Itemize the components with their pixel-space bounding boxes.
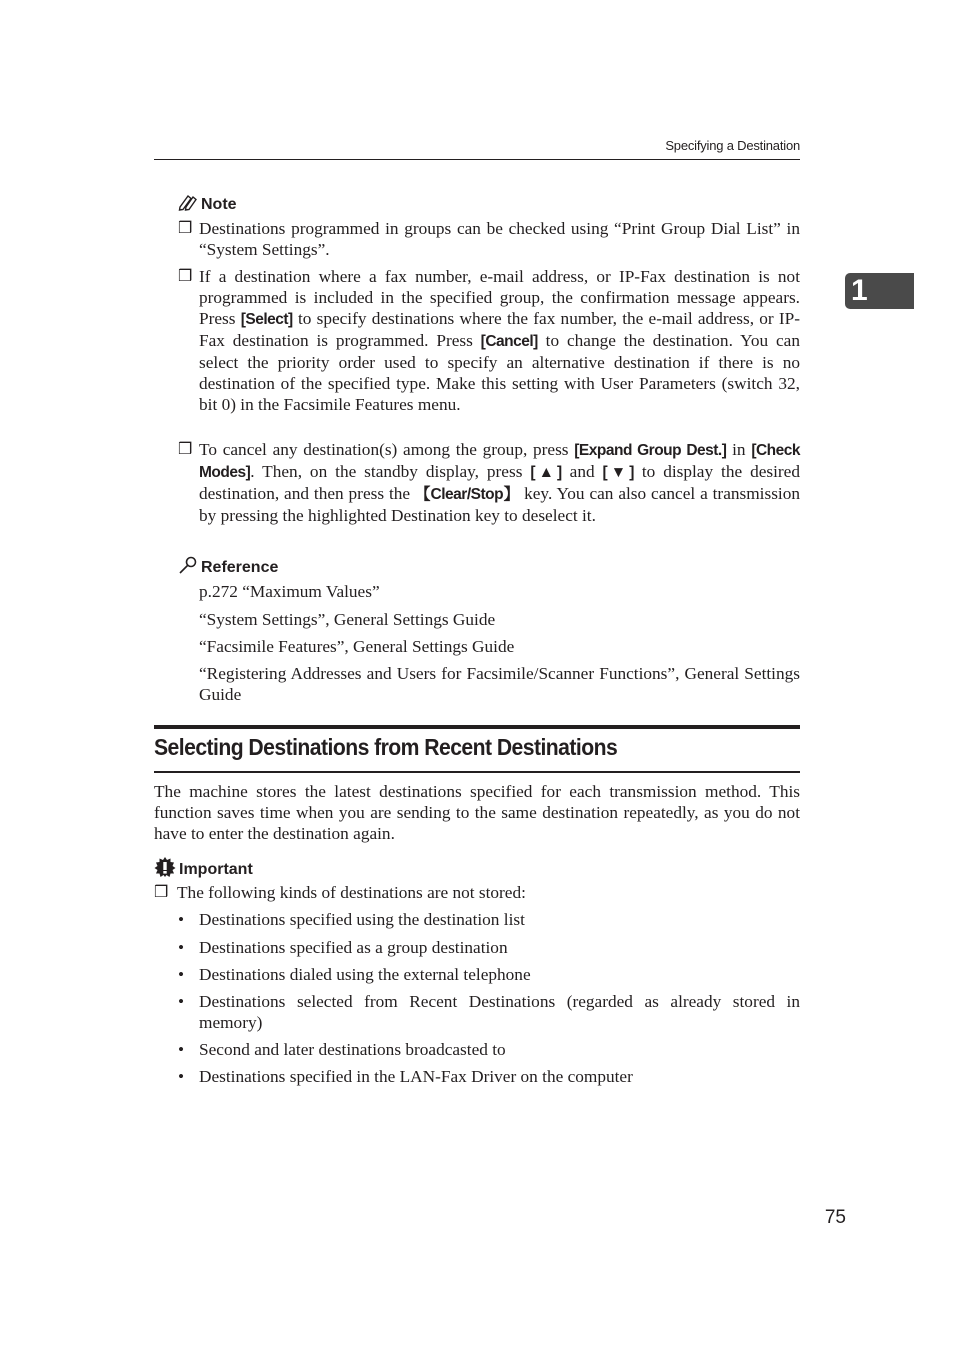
checkbox-icon: ❒	[178, 220, 193, 237]
section-title: Selecting Destinations from Recent Destinations	[154, 734, 618, 760]
list-item	[178, 964, 800, 985]
reference-line: “Facsimile Features”, General Settings Guide	[199, 637, 515, 656]
important-item-text: The following kinds of destinations are not stored:	[177, 883, 526, 902]
important-heading-label: Important	[179, 860, 253, 878]
note-item	[178, 439, 800, 526]
section-intro: The machine stores the latest destinations specified for each transmission method. This function saves time when you are sending to the same destination repeatedly, as you do not have to enter the destination again.	[154, 782, 800, 843]
chapter-tab: 1	[845, 273, 914, 309]
down-key-label: [▼]	[602, 464, 634, 481]
bullet-icon: •	[178, 1067, 185, 1086]
note-heading	[178, 193, 237, 216]
section-rule-top	[154, 725, 800, 729]
check-modes-key-label: [Check Modes]	[199, 442, 800, 481]
bullet-icon: •	[178, 938, 185, 957]
expand-group-dest-key-label: [Expand Group Dest.]	[574, 442, 727, 459]
note-item	[178, 266, 800, 415]
list-item	[178, 937, 800, 958]
note-item-text	[199, 439, 800, 526]
list-item-text: Second and later destinations broadcasted to	[199, 1040, 506, 1059]
note-text: in	[726, 440, 752, 459]
reference-line: “System Settings”, General Settings Guide	[199, 610, 496, 629]
note-item-text	[199, 266, 800, 415]
page-number: 75	[824, 1207, 846, 1228]
bullet-icon: •	[178, 965, 185, 984]
list-item-text: Destinations dialed using the external telephone	[199, 965, 531, 984]
cancel-key-label: [Cancel]	[480, 333, 538, 350]
list-item	[178, 1039, 800, 1060]
list-item	[178, 991, 800, 1033]
note-text: to display the desired destination, and then press the	[199, 462, 800, 503]
magnifier-icon	[178, 556, 198, 579]
note-text: and	[561, 462, 603, 481]
note-item	[178, 218, 800, 260]
note-text: to specify destinations where the fax number, the e-mail address, or IP-Fax destination is programmed. Press	[199, 309, 800, 350]
list-item-text: Destinations specified in the LAN-Fax Driver on the computer	[199, 1067, 633, 1086]
list-item	[178, 909, 800, 930]
bullet-icon: •	[178, 910, 185, 929]
note-text: . Then, on the standby display, press	[250, 462, 531, 481]
section-rule-bottom	[154, 771, 800, 773]
checkbox-icon: ❒	[154, 884, 169, 901]
reference-heading-label: Reference	[201, 558, 279, 576]
checkbox-icon: ❒	[178, 441, 193, 458]
note-text: If a destination where a fax number, e-mail address, or IP-Fax destination is not programmed is included in the specified group, the confirmation message appears. Press	[199, 267, 800, 328]
important-icon	[154, 857, 176, 882]
note-text: To cancel any destination(s) among the group, press	[199, 440, 575, 459]
list-item-text: Destinations selected from Recent Destinations (regarded as already stored in memory)	[199, 992, 800, 1032]
reference-line: p.272 “Maximum Values”	[199, 582, 380, 601]
note-text: key. You can also cancel a transmission by pressing the highlighted Destination key to deselect it.	[199, 484, 801, 525]
checkbox-icon: ❒	[178, 268, 193, 285]
list-item-text: Destinations specified as a group destination	[199, 938, 508, 957]
note-item-text	[199, 218, 800, 260]
note-heading-label: Note	[201, 195, 237, 213]
important-heading	[154, 857, 253, 882]
bullet-icon: •	[178, 992, 185, 1011]
list-item-text: Destinations specified using the destination list	[199, 910, 525, 929]
select-key-label: [Select]	[240, 311, 293, 328]
reference-heading	[178, 556, 278, 579]
note-text: Destinations programmed in groups can be checked using “Print Group Dial List” in “System Settings”.	[199, 219, 800, 259]
up-key-label: [▲]	[530, 464, 562, 481]
header-rule	[154, 159, 800, 160]
note-text: to change the destination. You can select the priority order used to specify an alternative destination if there is no destination of the specified type. Make this setting with User Parameters (switch 32, bit 0) in the Facsimile Features menu.	[199, 331, 800, 414]
important-item	[154, 882, 800, 903]
list-item	[178, 1066, 800, 1087]
bullet-icon: •	[178, 1040, 185, 1059]
reference-line: “Registering Addresses and Users for Facsimile/Scanner Functions”, General Settings Guide	[199, 664, 800, 704]
clear-stop-key-label: 【Clear/Stop】	[414, 486, 520, 503]
running-head: Specifying a Destination	[665, 138, 800, 153]
pencil-icon	[178, 193, 198, 216]
